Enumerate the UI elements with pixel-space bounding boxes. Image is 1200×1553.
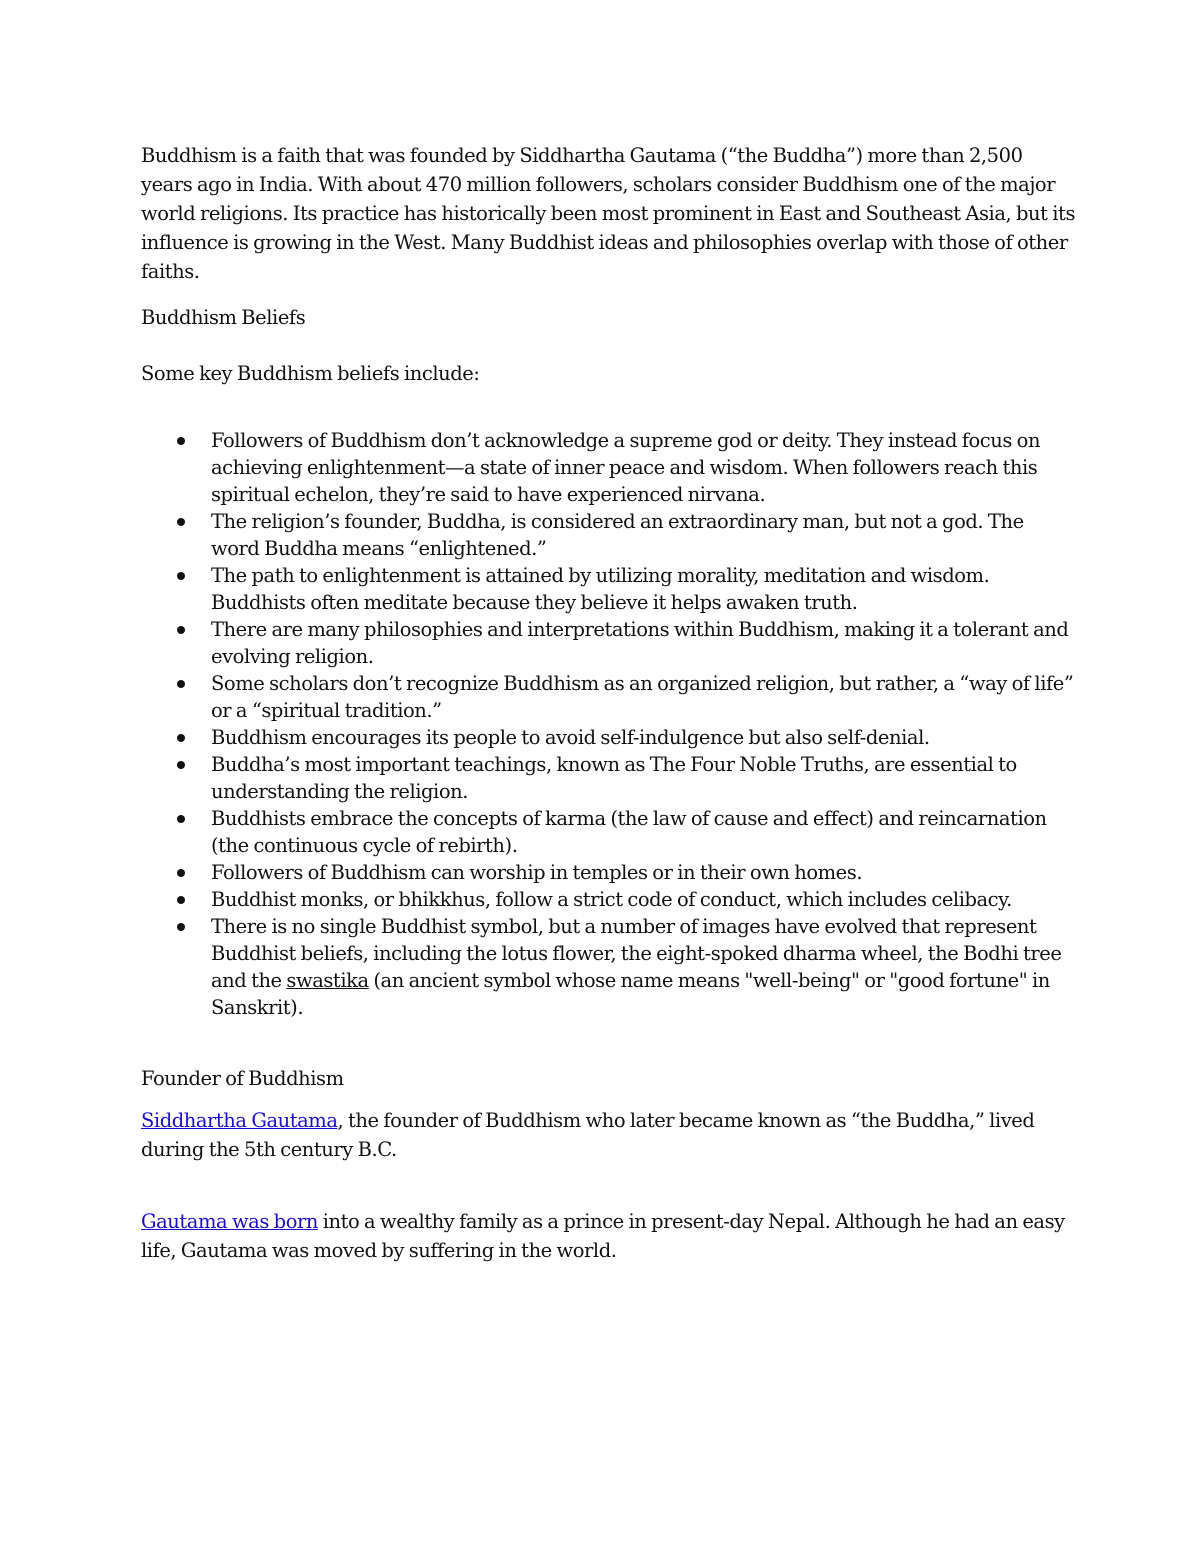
list-item-text: The path to enlightenment is attained by utilizing morality, meditation and wisdom. Buddhists often meditate because they believe it helps awaken truth. [211, 564, 990, 614]
bullet-icon [177, 761, 185, 769]
list-item-text: The religion’s founder, Buddha, is considered an extraordinary man, but not a god. The word Buddha means “enlightened.” [211, 510, 1024, 560]
list-item [211, 913, 1076, 1021]
list-item [211, 616, 1076, 670]
list-item-text: Some scholars don’t recognize Buddhism as an organized religion, but rather, a “way of life” or a “spiritual tradition.” [211, 672, 1074, 722]
intro-paragraph: Buddhism is a faith that was founded by Siddhartha Gautama (“the Buddha”) more than 2,500 years ago in India. With about 470 million followers, scholars consider Buddhism one of the major world religions. Its practice has historically been most prominent in East and Southeast Asia, but its influence is growing in the West. Many Buddhist ideas and philosophies overlap with those of other faiths. [141, 144, 1076, 283]
list-item-text: Buddhists embrace the concepts of karma (the law of cause and effect) and reincarnation (the continuous cycle of rebirth). [211, 807, 1047, 857]
list-item [211, 508, 1076, 562]
bullet-icon [177, 734, 185, 742]
bullet-icon [177, 437, 185, 445]
founder-heading: Founder of Buddhism [141, 1067, 344, 1090]
gautama-was-born-link[interactable]: Gautama was born [141, 1210, 318, 1233]
list-item [211, 859, 1076, 886]
list-item [211, 427, 1076, 508]
list-item [211, 670, 1076, 724]
founder-paragraph-2-text: into a wealthy family as a prince in present-day Nepal. Although he had an easy life, Gautama was moved by suffering in the world. [141, 1210, 1065, 1262]
list-item-text-end: (an ancient symbol whose name means "well-being" or "good fortune" in Sanskrit). [211, 969, 1050, 1019]
list-item [211, 886, 1076, 913]
list-item-text: Followers of Buddhism can worship in temples or in their own homes. [211, 861, 863, 884]
beliefs-lead: Some key Buddhism beliefs include: [141, 362, 480, 385]
list-item-text-start: There is no single Buddhist symbol, but a number of images have evolved that represent Buddhist beliefs, including the lotus flower, the eight-spoked dharma wheel, the Bodhi tree and the [211, 915, 1062, 992]
swastika-link[interactable]: swastika [286, 969, 369, 992]
beliefs-list [141, 427, 1076, 1021]
bullet-icon [177, 923, 185, 931]
bullet-icon [177, 518, 185, 526]
founder-paragraph-2 [141, 1207, 1076, 1265]
list-item [211, 724, 1076, 751]
bullet-icon [177, 896, 185, 904]
list-item-text: Buddhist monks, or bhikkhus, follow a strict code of conduct, which includes celibacy. [211, 888, 1012, 911]
founder-paragraph-1-text: , the founder of Buddhism who later became known as “the Buddha,” lived during the 5th century B.C. [141, 1109, 1035, 1161]
list-item [211, 805, 1076, 859]
bullet-icon [177, 815, 185, 823]
bullet-icon [177, 572, 185, 580]
beliefs-heading: Buddhism Beliefs [141, 306, 306, 329]
bullet-icon [177, 869, 185, 877]
document-page [141, 141, 1076, 1265]
list-item-text: Buddha’s most important teachings, known as The Four Noble Truths, are essential to understanding the religion. [211, 753, 1017, 803]
list-item-text: There are many philosophies and interpretations within Buddhism, making it a tolerant and evolving religion. [211, 618, 1069, 668]
siddhartha-gautama-link[interactable]: Siddhartha Gautama [141, 1109, 338, 1132]
list-item [211, 751, 1076, 805]
founder-paragraph-1 [141, 1106, 1076, 1164]
bullet-icon [177, 626, 185, 634]
list-item-text: Buddhism encourages its people to avoid self-indulgence but also self-denial. [211, 726, 930, 749]
bullet-icon [177, 680, 185, 688]
list-item [211, 562, 1076, 616]
list-item-text: Followers of Buddhism don’t acknowledge a supreme god or deity. They instead focus on achieving enlightenment—a state of inner peace and wisdom. When followers reach this spiritual echelon, they’re said to have experienced nirvana. [211, 429, 1041, 506]
